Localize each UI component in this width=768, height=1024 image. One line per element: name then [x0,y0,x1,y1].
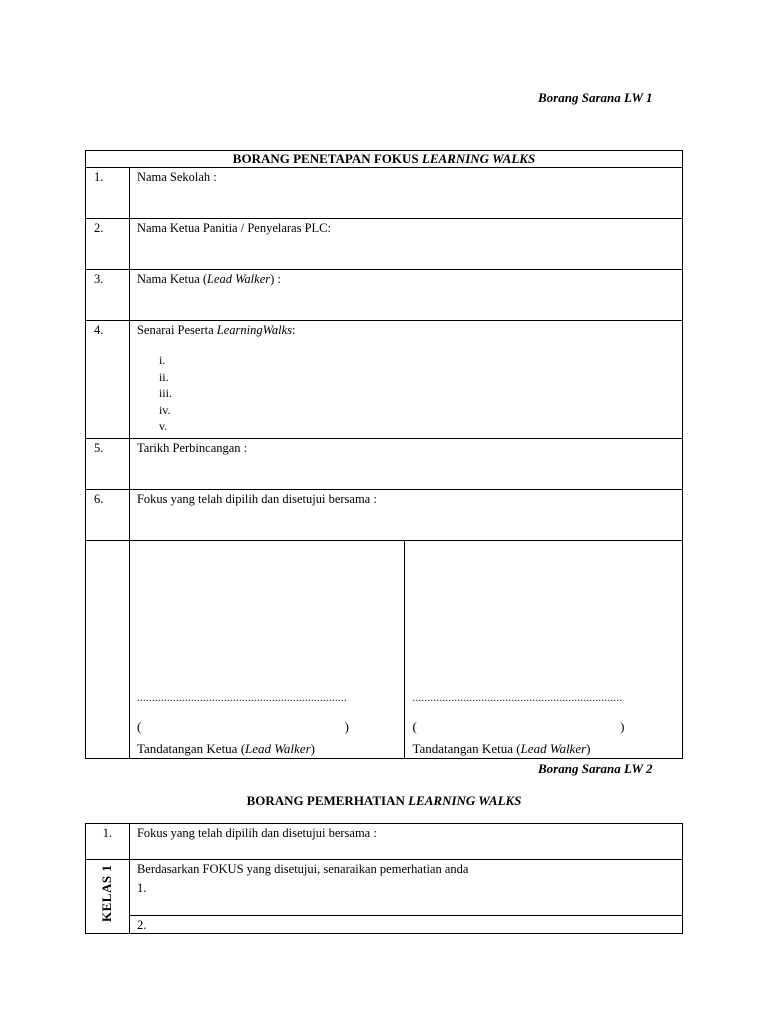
form-row-signatures [86,541,683,759]
form-row-agreed-focus: 6. Fokus yang telah dipilih dan disetujui bersama : [86,490,683,541]
participants-list [159,352,682,435]
list-item: 1. [136,881,147,895]
class-label-cell [86,860,130,934]
form-row-lead-walker: 3. Nama Ketua (Lead Walker) : [86,270,683,321]
focus-setting-form-table [85,150,683,759]
form-reference-lw2: Borang Sarana LW 2 [538,761,653,776]
signature-caption: Tandatangan Ketua (Lead Walker) [136,741,315,756]
observation-row-class [86,860,683,916]
signature-caption: Tandatangan Ketua (Lead Walker) [412,741,591,756]
observation-form-table [85,823,683,934]
list-item: v. [158,419,168,433]
signature-block-right[interactable] [405,541,683,759]
form-row-coordinator-name: 2. Nama Ketua Panitia / Penyelaras PLC: [86,219,683,270]
signature-line: ...................................................................... [136,693,347,704]
agreed-focus-field[interactable]: Fokus yang telah dipilih dan disetujui bersama : [129,490,682,541]
observation-item-field[interactable]: 2. [129,916,682,934]
observation-list-field[interactable] [129,860,682,916]
list-item: iii. [158,386,172,400]
lead-walker-name-field[interactable]: Nama Ketua (Lead Walker) : [129,270,682,321]
observation-form-title: BORANG PEMERHATIAN LEARNING WALKS [246,793,522,808]
form-row-school-name: 1. Nama Sekolah : [86,168,683,219]
list-item: ii. [158,369,169,384]
discussion-date-field[interactable]: Tarikh Perbincangan : [129,439,682,490]
focus-setting-form-title: BORANG PENETAPAN FOKUS LEARNING WALKS [86,151,683,168]
form-row-discussion-date: 5. Tarikh Perbincangan : [86,439,683,490]
observation-instruction: Berdasarkan FOKUS yang disetujui, senaraikan pemerhatian anda [136,862,469,876]
form-row-participants: 4. Senarai Peserta LearningWalks: i. ii. iii. iv. v. [86,321,683,439]
form-reference-lw1: Borang Sarana LW 1 [538,90,653,105]
signer-name-field[interactable]: ( ) [136,719,349,734]
observation-row-item-2 [86,916,683,934]
observation-focus-field[interactable]: Fokus yang telah dipilih dan disetujui bersama : [129,824,682,860]
participants-field[interactable]: Senarai Peserta LearningWalks: i. ii. iii. iv. v. [129,321,682,439]
school-name-field[interactable]: Nama Sekolah : [129,168,682,219]
coordinator-name-field[interactable]: Nama Ketua Panitia / Penyelaras PLC: [129,219,682,270]
list-item: i. [158,353,166,367]
signature-line: ...................................................................... [412,693,623,704]
observation-row-focus: 1. Fokus yang telah dipilih dan disetujui bersama : [86,824,683,860]
class-label: KELAS 1 [99,864,115,922]
signer-name-field[interactable]: ( ) [412,719,625,734]
signature-block-left[interactable] [129,541,405,759]
list-item: iv. [158,402,171,417]
